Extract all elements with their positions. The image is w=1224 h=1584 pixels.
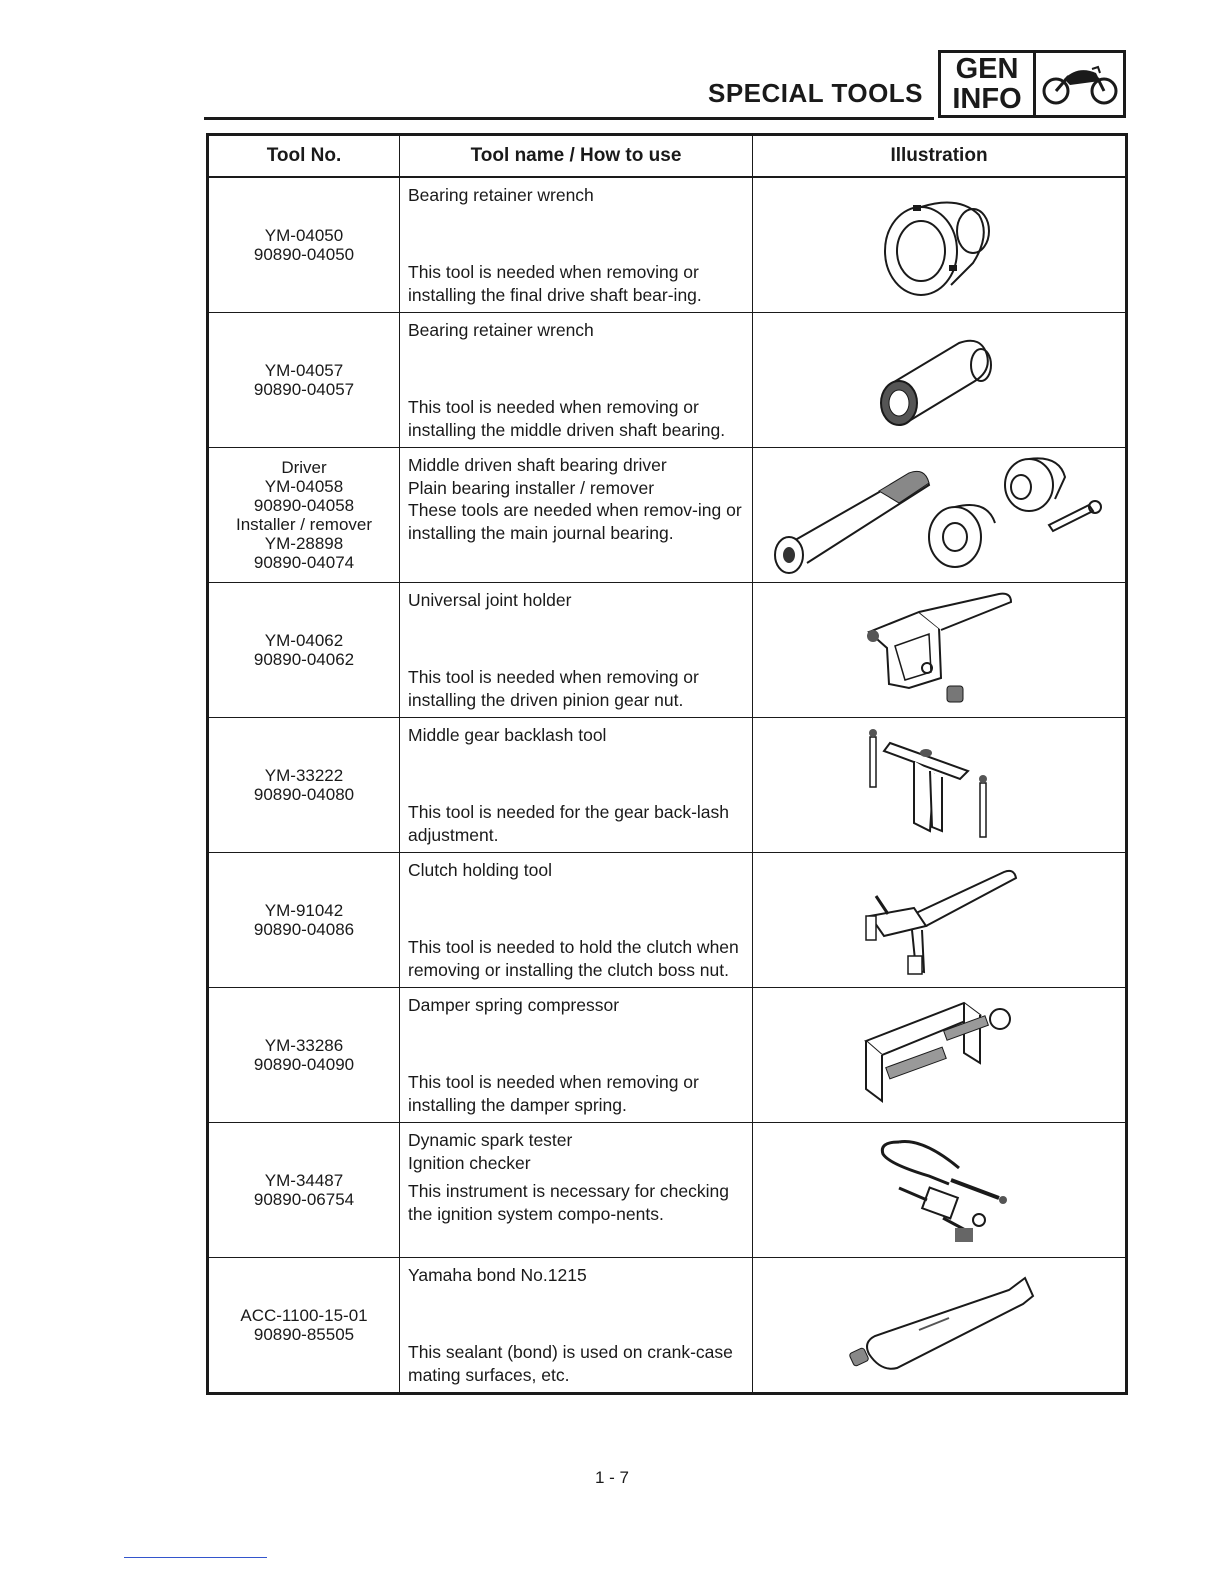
tool-no-line: YM-04058	[264, 477, 344, 496]
table-row	[208, 1123, 1127, 1258]
tool-no-line: 90890-04050	[253, 245, 355, 264]
tool-name: Bearing retainer wrench	[408, 185, 594, 205]
tool-usage: This tool is needed when removing or installing the driven pinion gear nut.	[408, 667, 699, 710]
tool-usage: This tool is needed to hold the clutch when removing or installing the clutch boss nut.	[408, 937, 739, 980]
tool-usage: This tool is needed when removing or installing the middle driven shaft bearing.	[408, 397, 726, 440]
bearing-wrench-icon	[869, 185, 1009, 305]
tool-no-line: Driver	[281, 458, 327, 477]
cell-tool-no	[208, 988, 400, 1123]
cell-tool-no	[208, 177, 400, 313]
tool-no-line: Installer / remover	[235, 515, 373, 534]
tool-usage: This instrument is necessary for checking the ignition system compo-nents.	[408, 1181, 729, 1224]
cell-illustration	[753, 1123, 1127, 1258]
cell-tool-no	[208, 313, 400, 448]
table-row	[208, 718, 1127, 853]
page-title: SPECIAL TOOLS	[708, 78, 924, 108]
clutch-tool-icon	[854, 860, 1024, 980]
tool-name: Damper spring compressor	[408, 995, 620, 1015]
table-row	[208, 583, 1127, 718]
tool-no-line: YM-04062	[264, 631, 344, 650]
joint-holder-icon	[849, 588, 1029, 712]
cell-tool-no	[208, 448, 400, 583]
cell-tool-name	[400, 853, 753, 988]
cell-illustration	[753, 718, 1127, 853]
tool-usage: This tool is needed when removing or installing the damper spring.	[408, 1072, 699, 1115]
header-tool-no: Tool No.	[208, 135, 400, 178]
tool-usage: This tool is needed when removing or installing the final drive shaft bear-ing.	[408, 262, 702, 305]
tool-no-line: YM-33222	[264, 766, 344, 785]
cell-illustration	[753, 177, 1127, 313]
cell-illustration	[753, 1258, 1127, 1394]
special-tools-table	[206, 133, 1128, 1395]
table-row	[208, 177, 1127, 313]
spark-tester-icon	[859, 1128, 1019, 1252]
table-row	[208, 1258, 1127, 1394]
cell-tool-name	[400, 448, 753, 583]
tool-name: Yamaha bond No.1215	[408, 1265, 587, 1285]
tool-usage: These tools are needed when remov-ing or installing the main journal bearing.	[408, 500, 742, 543]
tool-no-line: 90890-04062	[253, 650, 355, 669]
tool-no-line: YM-33286	[264, 1036, 344, 1055]
section-badge	[938, 50, 1126, 118]
tool-no-line: YM-04050	[264, 226, 344, 245]
tool-no-line: 90890-06754	[253, 1190, 355, 1209]
cell-illustration	[753, 988, 1127, 1123]
tool-no-line: 90890-04086	[253, 920, 355, 939]
cell-illustration	[753, 853, 1127, 988]
cell-tool-name	[400, 1258, 753, 1394]
tool-no-line: YM-34487	[264, 1171, 344, 1190]
cell-tool-name	[400, 177, 753, 313]
tool-no-line: 90890-04074	[253, 553, 355, 572]
header-illustration: Illustration	[753, 135, 1127, 178]
backlash-tool-icon	[864, 723, 1014, 847]
tool-no-line: YM-91042	[264, 901, 344, 920]
cell-tool-name	[400, 988, 753, 1123]
tool-no-line: 90890-85505	[253, 1325, 355, 1344]
header-tool-name: Tool name / How to use	[400, 135, 753, 178]
table-row	[208, 448, 1127, 583]
cell-tool-no	[208, 1123, 400, 1258]
table-row	[208, 988, 1127, 1123]
badge-line2: INFO	[952, 83, 1022, 115]
tool-no-line: YM-04057	[264, 361, 344, 380]
tool-usage: This sealant (bond) is used on crank-case mating surfaces, etc.	[408, 1342, 733, 1385]
tool-name-secondary: Ignition checker	[408, 1152, 531, 1173]
cell-tool-no	[208, 583, 400, 718]
tool-no-line: 90890-04080	[253, 785, 355, 804]
cell-illustration	[753, 313, 1127, 448]
cell-illustration	[753, 583, 1127, 718]
motorcycle-icon	[1036, 53, 1123, 115]
cell-tool-name	[400, 583, 753, 718]
cell-tool-no	[208, 1258, 400, 1394]
cell-tool-name	[400, 1123, 753, 1258]
tool-usage: This tool is needed for the gear back-lash adjustment.	[408, 802, 730, 845]
tool-no-line: 90890-04090	[253, 1055, 355, 1074]
tool-no-line: YM-28898	[264, 534, 344, 553]
footnote-rule	[124, 1557, 267, 1558]
badge-line1: GEN	[955, 53, 1019, 85]
tool-name: Middle gear backlash tool	[408, 725, 607, 745]
cell-tool-no	[208, 718, 400, 853]
table-header-row	[208, 135, 1127, 178]
driver-installer-icon	[759, 451, 1119, 579]
tool-no-line: 90890-04058	[253, 496, 355, 515]
spring-compressor-icon	[854, 995, 1024, 1115]
cell-tool-name	[400, 718, 753, 853]
badge-text	[941, 53, 1036, 115]
tool-name: Dynamic spark tester	[408, 1130, 573, 1150]
tool-name: Universal joint holder	[408, 590, 572, 610]
header-rule	[204, 117, 934, 120]
table-row	[208, 313, 1127, 448]
tool-no-line: ACC-1100-15-01	[240, 1306, 368, 1325]
tool-no-line: 90890-04057	[253, 380, 355, 399]
tool-name: Bearing retainer wrench	[408, 320, 594, 340]
page-number: 1 - 7	[594, 1468, 630, 1487]
cell-illustration	[753, 448, 1127, 583]
bearing-wrench-long-icon	[869, 325, 1009, 435]
table-row	[208, 853, 1127, 988]
cell-tool-no	[208, 853, 400, 988]
bond-tube-icon	[839, 1270, 1039, 1380]
tool-name: Clutch holding tool	[408, 860, 552, 880]
tool-name-secondary: Plain bearing installer / remover	[408, 477, 655, 498]
cell-tool-name	[400, 313, 753, 448]
tool-name: Middle driven shaft bearing driver	[408, 455, 667, 475]
